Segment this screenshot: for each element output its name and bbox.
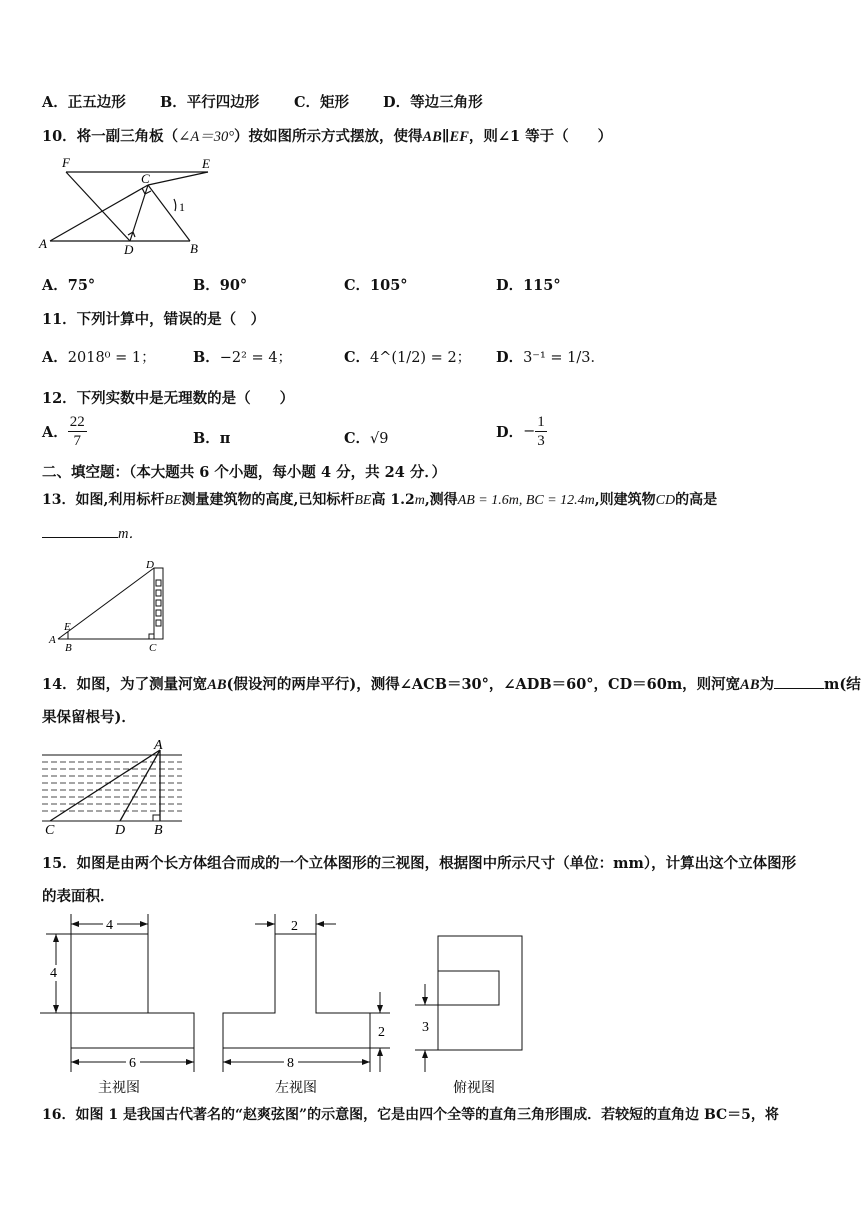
q12-stem: 12．下列实数中是无理数的是（ ） <box>42 390 295 407</box>
q15-front-view <box>40 912 200 1097</box>
q9-option-b: B．平行四边形 <box>160 94 260 111</box>
q14-label-a: A <box>154 738 163 753</box>
q10-label-e: E <box>202 156 210 171</box>
q10-label-d: D <box>124 242 134 257</box>
q10-option-d: D．115° <box>496 277 561 294</box>
q13-label-c: C <box>149 642 157 654</box>
q10-option-a: A．75° <box>42 277 96 294</box>
q15-side-dim-bottom: 8 <box>287 1056 294 1071</box>
q15-front-dim-left: 4 <box>50 966 57 981</box>
q15-top-dim-left: 3 <box>422 1020 429 1035</box>
q14-label-b: B <box>154 823 163 838</box>
q10-stem: 10．将一副三角板（∠A＝30°）按如图所示方式摆放，使得AB∥EF，则∠1 等于（ ） <box>42 128 613 145</box>
q9-option-c: C．矩形 <box>294 94 350 111</box>
q10-figure <box>38 155 218 260</box>
q15-line2: 的表面积． <box>42 888 115 905</box>
q9-option-d: D．等边三角形 <box>383 94 483 111</box>
q15-front-dim-top: 4 <box>106 918 113 933</box>
q10-label-c: C <box>141 171 150 186</box>
q15-side-caption: 左视图 <box>275 1081 317 1096</box>
q15-side-view <box>218 912 408 1097</box>
q12-option-b: B．π <box>193 430 231 447</box>
q12-option-d: D．− $\frac{1}{3}$ <box>496 414 545 449</box>
q10-option-b: B．90° <box>193 277 248 294</box>
q11-option-b: B．−2² = 4； <box>193 349 293 366</box>
q13-label-d: D <box>146 559 154 571</box>
q10-label-a: A <box>39 236 47 251</box>
section2-title: 二、填空题：（本大题共 6 个小题，每小题 4 分，共 24 分．） <box>42 464 447 481</box>
q11-stem: 11．下列计算中，错误的是（ ） <box>42 311 266 328</box>
q14-label-d: D <box>115 823 126 838</box>
q10-label-1: 1 <box>179 200 185 214</box>
q13-figure <box>48 560 173 655</box>
q9-option-a: A．正五边形 <box>42 94 126 111</box>
q11-option-d: D．3⁻¹ = 1/3． <box>496 349 605 366</box>
q15-front-dim-bottom: 6 <box>129 1056 136 1071</box>
q15-top-caption: 俯视图 <box>453 1081 495 1096</box>
q15-line1: 15．如图是由两个长方体组合而成的一个立体图形的三视图，根据图中所示尺寸（单位：mm），计算出这个立体图形 <box>42 855 797 872</box>
q14-figure <box>40 738 185 838</box>
q15-front-caption: 主视图 <box>98 1081 140 1096</box>
q15-side-dim-top: 2 <box>291 919 298 934</box>
q12-option-c: C．√9 <box>344 430 389 447</box>
q14-stem: 14．如图，为了测量河宽AB(假设河的两岸平行)，测得∠ACB＝30°，∠ADB＝60°，CD＝60m，则河宽AB为 m(结 <box>42 676 861 693</box>
q10-option-c: C．105° <box>344 277 408 294</box>
q16-stem: 16．如图 1 是我国古代著名的“赵爽弦图”的示意图，它是由四个全等的直角三角形围成．若较短的直角边 BC＝5，将 <box>42 1107 779 1123</box>
q10-label-b: B <box>190 241 198 256</box>
q14-label-c: C <box>45 823 55 838</box>
q12-option-a: A． $\frac{22}{7}$ <box>42 414 85 449</box>
q13-label-e: E <box>64 621 71 633</box>
q15-top-view <box>410 912 540 1097</box>
q13-answer-line: m． <box>42 522 143 543</box>
q14-line2: 果保留根号)． <box>42 709 136 726</box>
q13-label-a: A <box>49 634 56 646</box>
q11-option-c: C．4^(1/2) = 2； <box>344 349 472 366</box>
q11-option-a: A．2018⁰ = 1； <box>42 349 156 366</box>
q14-blank[interactable] <box>774 688 824 689</box>
q13-blank[interactable] <box>42 537 118 538</box>
q13-stem: 13．如图,利用标杆BE测量建筑物的高度,已知标杆BE高 1.2m,测得AB = 1.6m, BC = 12.4m,则建筑物CD的高是 <box>42 492 718 508</box>
q13-label-b: B <box>65 642 72 654</box>
q10-label-f: F <box>62 155 70 170</box>
q15-side-dim-right: 2 <box>378 1025 385 1040</box>
